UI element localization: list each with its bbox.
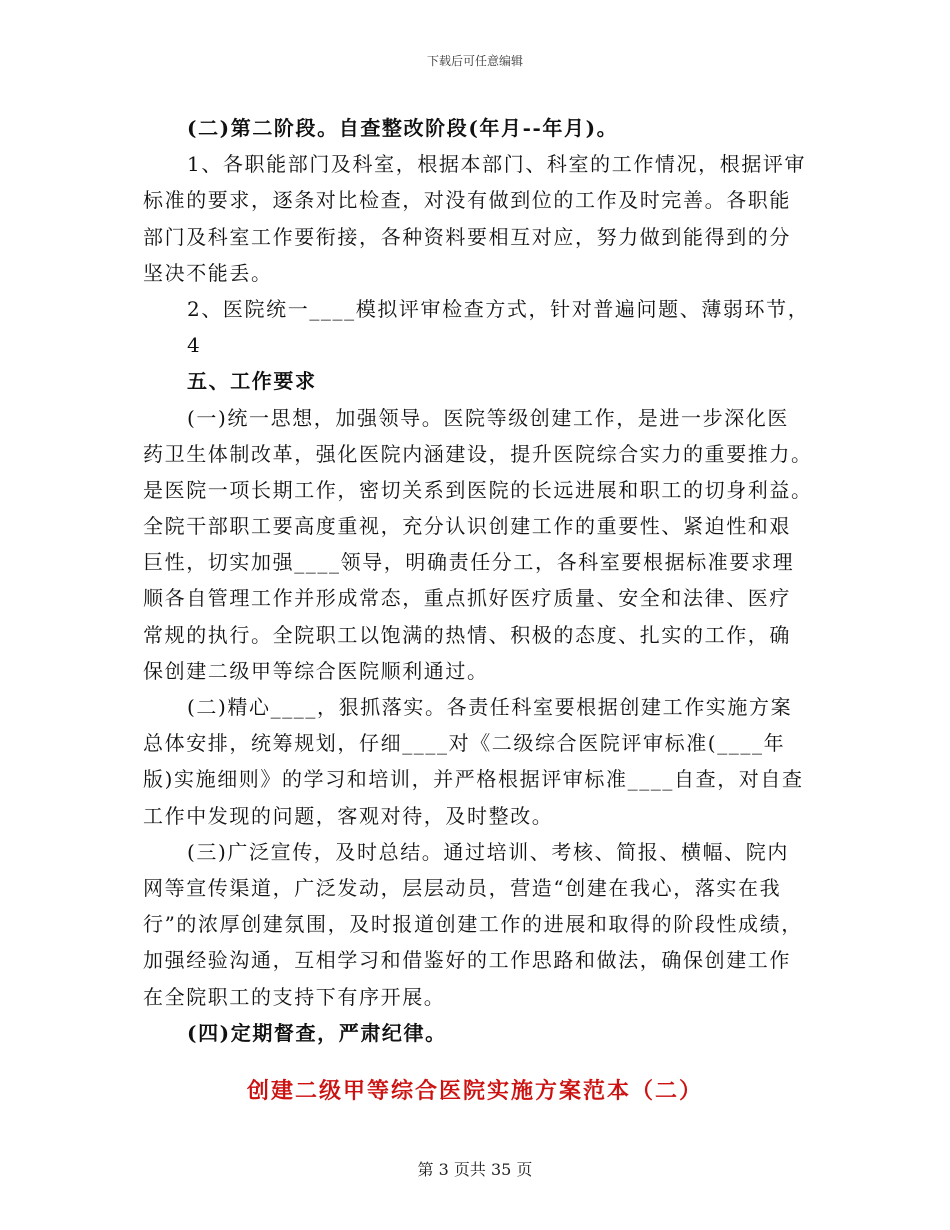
paragraph-line: 在全院职工的支持下有序开展。 (143, 984, 446, 1009)
page-header: 下载后可任意编辑 (426, 54, 523, 68)
paragraph-line: (三)广泛宣传，及时总结。通过培训、考核、简报、横幅、院内 (187, 839, 790, 864)
paragraph-line: 工作中发现的问题，客观对待，及时整改。 (143, 803, 554, 828)
paragraph-line: 全院干部职工要高度重视，充分认识创建工作的重要性、紧迫性和艰 (143, 514, 791, 539)
paragraph-line: 常规的执行。全院职工以饱满的热情、积极的态度、扎实的工作，确 (143, 622, 791, 647)
paragraph-line: 行”的浓厚创建氛围，及时报道创建工作的进展和取得的阶段性成绩， (143, 912, 803, 937)
paragraph-line: (一)统一思想，加强领导。医院等级创建工作，是进一步深化医 (187, 405, 790, 430)
paragraph-line: 标准的要求，逐条对比检查，对没有做到位的工作及时完善。各职能 (143, 188, 791, 213)
paragraph-line: 1、各职能部门及科室，根据本部门、科室的工作情况，根据评审 (187, 152, 807, 177)
paragraph-line: 版)实施细则》的学习和培训，并严格根据评审标准____自查，对自查 (143, 767, 804, 792)
stage-two-heading: (二)第二阶段。自查整改阶段(年月--年月)。 (187, 116, 619, 140)
subsection-four-heading: (四)定期督查，严肃纪律。 (187, 1020, 447, 1045)
paragraph-line: 是医院一项长期工作，密切关系到医院的长远进展和职工的切身利益。 (143, 477, 813, 502)
paragraph-line: 顺各自管理工作并形成常态，重点抓好医疗质量、安全和法律、医疗 (143, 586, 791, 611)
paragraph-line: 坚决不能丢。 (143, 260, 273, 285)
paragraph-line: 部门及科室工作要衔接，各种资料要相互对应，努力做到能得到的分 (143, 224, 791, 249)
paragraph-line: 巨性，切实加强____领导，明确责任分工，各科室要根据标准要求理 (143, 550, 795, 575)
paragraph-line: 网等宣传渠道，广泛发动，层层动员，营造“创建在我心，落实在我 (143, 875, 782, 900)
paragraph-line: 保创建二级甲等综合医院顺利通过。 (143, 658, 489, 683)
paragraph-line: 总体安排，统筹规划，仔细____对《二级综合医院评审标准(____年 (143, 731, 786, 756)
paragraph-line: (二)精心____，狠抓落实。各责任科室要根据创建工作实施方案 (187, 695, 793, 719)
paragraph-line: 药卫生体制改革，强化医院内涵建设，提升医院综合实力的重要推力。 (143, 441, 813, 466)
paragraph-line: 2、医院统一____模拟评审检查方式，针对普遍问题、薄弱环节， (187, 296, 810, 321)
section-title: 创建二级甲等综合医院实施方案范本（二） (246, 1078, 703, 1104)
page-footer: 第 3 页共 35 页 (417, 1160, 533, 1179)
paragraph-line: 加强经验沟通，互相学习和借鉴好的工作思路和做法，确保创建工作 (143, 948, 791, 973)
stray-number: 4 (187, 333, 202, 358)
document-body (143, 110, 813, 1051)
section-five-heading: 五、工作要求 (187, 369, 317, 394)
